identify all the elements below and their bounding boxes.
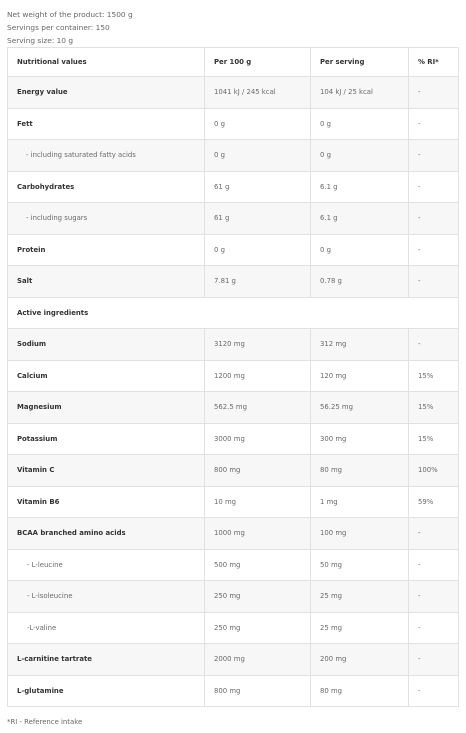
table-row — [8, 644, 459, 676]
table-row — [8, 675, 459, 707]
per-100g-value: 250 mg — [205, 612, 311, 644]
table-row — [8, 297, 459, 329]
per-serving-value: 300 mg — [311, 423, 409, 455]
per-100g-value: 61 g — [205, 203, 311, 235]
header-ri: % RI* — [409, 48, 459, 77]
per-100g-value: 0 g — [205, 140, 311, 172]
per-serving-value: 0.78 g — [311, 266, 409, 298]
ri-value: - — [409, 203, 459, 235]
nutrient-name: Vitamin B6 — [8, 486, 205, 518]
nutrient-name: Vitamin C — [8, 455, 205, 487]
per-100g-value: 3000 mg — [205, 423, 311, 455]
nutrition-table — [7, 47, 459, 707]
per-serving-value: 1 mg — [311, 486, 409, 518]
per-100g-value: 1041 kJ / 245 kcal — [205, 77, 311, 109]
per-serving-value: 50 mg — [311, 549, 409, 581]
per-serving-value: 0 g — [311, 140, 409, 172]
header-nutritional-values: Nutritional values — [8, 48, 205, 77]
table-row — [8, 329, 459, 361]
nutrient-name: Salt — [8, 266, 205, 298]
per-serving-value: 56.25 mg — [311, 392, 409, 424]
per-100g-value: 61 g — [205, 171, 311, 203]
ri-value: - — [409, 612, 459, 644]
ri-value: - — [409, 171, 459, 203]
nutrient-name: Calcium — [8, 360, 205, 392]
per-serving-value: 0 g — [311, 108, 409, 140]
table-row — [8, 77, 459, 109]
nutrient-name: - L-leucine — [8, 549, 205, 581]
nutrient-name: Active ingredients — [8, 297, 459, 329]
per-serving-value: 0 g — [311, 234, 409, 266]
nutrient-name: Magnesium — [8, 392, 205, 424]
per-serving-value: 25 mg — [311, 581, 409, 613]
per-serving-value: 25 mg — [311, 612, 409, 644]
table-row — [8, 171, 459, 203]
nutrient-name: - including saturated fatty acids — [8, 140, 205, 172]
nutrient-name: - L-isoleucine — [8, 581, 205, 613]
table-row — [8, 360, 459, 392]
per-100g-value: 1000 mg — [205, 518, 311, 550]
per-serving-value: 312 mg — [311, 329, 409, 361]
table-row — [8, 518, 459, 550]
header-per-100g: Per 100 g — [205, 48, 311, 77]
per-serving-value: 6.1 g — [311, 203, 409, 235]
per-100g-value: 800 mg — [205, 455, 311, 487]
net-weight-text: Net weight of the product: 1500 g — [7, 10, 133, 19]
nutrient-name: -L-valine — [8, 612, 205, 644]
table-row — [8, 612, 459, 644]
per-100g-value: 0 g — [205, 234, 311, 266]
ri-value: - — [409, 266, 459, 298]
ri-value: 100% — [409, 455, 459, 487]
nutrient-name: Protein — [8, 234, 205, 266]
nutrient-name: Sodium — [8, 329, 205, 361]
footnote: *RI - Reference intake — [7, 718, 83, 726]
table-row — [8, 581, 459, 613]
per-100g-value: 0 g — [205, 108, 311, 140]
per-serving-value: 120 mg — [311, 360, 409, 392]
ri-value: - — [409, 518, 459, 550]
nutrient-name: L-glutamine — [8, 675, 205, 707]
nutrient-name: Fett — [8, 108, 205, 140]
nutrient-name: BCAA branched amino acids — [8, 518, 205, 550]
per-serving-value: 80 mg — [311, 455, 409, 487]
table-row — [8, 549, 459, 581]
ri-value: - — [409, 329, 459, 361]
nutrient-name: L-carnitine tartrate — [8, 644, 205, 676]
table-row — [8, 266, 459, 298]
per-serving-value: 200 mg — [311, 644, 409, 676]
ri-value: - — [409, 108, 459, 140]
table-body — [8, 77, 459, 707]
per-serving-value: 80 mg — [311, 675, 409, 707]
ri-value: 59% — [409, 486, 459, 518]
ri-value: - — [409, 234, 459, 266]
header-per-serving: Per serving — [311, 48, 409, 77]
ri-value: 15% — [409, 392, 459, 424]
per-100g-value: 800 mg — [205, 675, 311, 707]
per-100g-value: 1200 mg — [205, 360, 311, 392]
nutrient-name: Potassium — [8, 423, 205, 455]
nutrient-name: Carbohydrates — [8, 171, 205, 203]
servings-text: Servings per container: 150 — [7, 23, 110, 32]
per-100g-value: 500 mg — [205, 549, 311, 581]
table-row — [8, 203, 459, 235]
per-100g-value: 3120 mg — [205, 329, 311, 361]
table-row — [8, 234, 459, 266]
ri-value: - — [409, 581, 459, 613]
ri-value: - — [409, 644, 459, 676]
per-serving-value: 6.1 g — [311, 171, 409, 203]
per-100g-value: 562.5 mg — [205, 392, 311, 424]
per-serving-value: 104 kJ / 25 kcal — [311, 77, 409, 109]
table-row — [8, 140, 459, 172]
ri-value: - — [409, 140, 459, 172]
table-row — [8, 392, 459, 424]
per-serving-value: 100 mg — [311, 518, 409, 550]
per-100g-value: 7.81 g — [205, 266, 311, 298]
ri-value: - — [409, 675, 459, 707]
nutrient-name: - including sugars — [8, 203, 205, 235]
ri-value: - — [409, 77, 459, 109]
serving-size-text: Serving size: 10 g — [7, 36, 74, 45]
table-row — [8, 455, 459, 487]
per-100g-value: 2000 mg — [205, 644, 311, 676]
table-row — [8, 423, 459, 455]
per-100g-value: 250 mg — [205, 581, 311, 613]
per-100g-value: 10 mg — [205, 486, 311, 518]
ri-value: 15% — [409, 423, 459, 455]
table-row — [8, 486, 459, 518]
ri-value: - — [409, 549, 459, 581]
table-row — [8, 108, 459, 140]
nutrient-name: Energy value — [8, 77, 205, 109]
ri-value: 15% — [409, 360, 459, 392]
table-header-row — [8, 48, 459, 77]
